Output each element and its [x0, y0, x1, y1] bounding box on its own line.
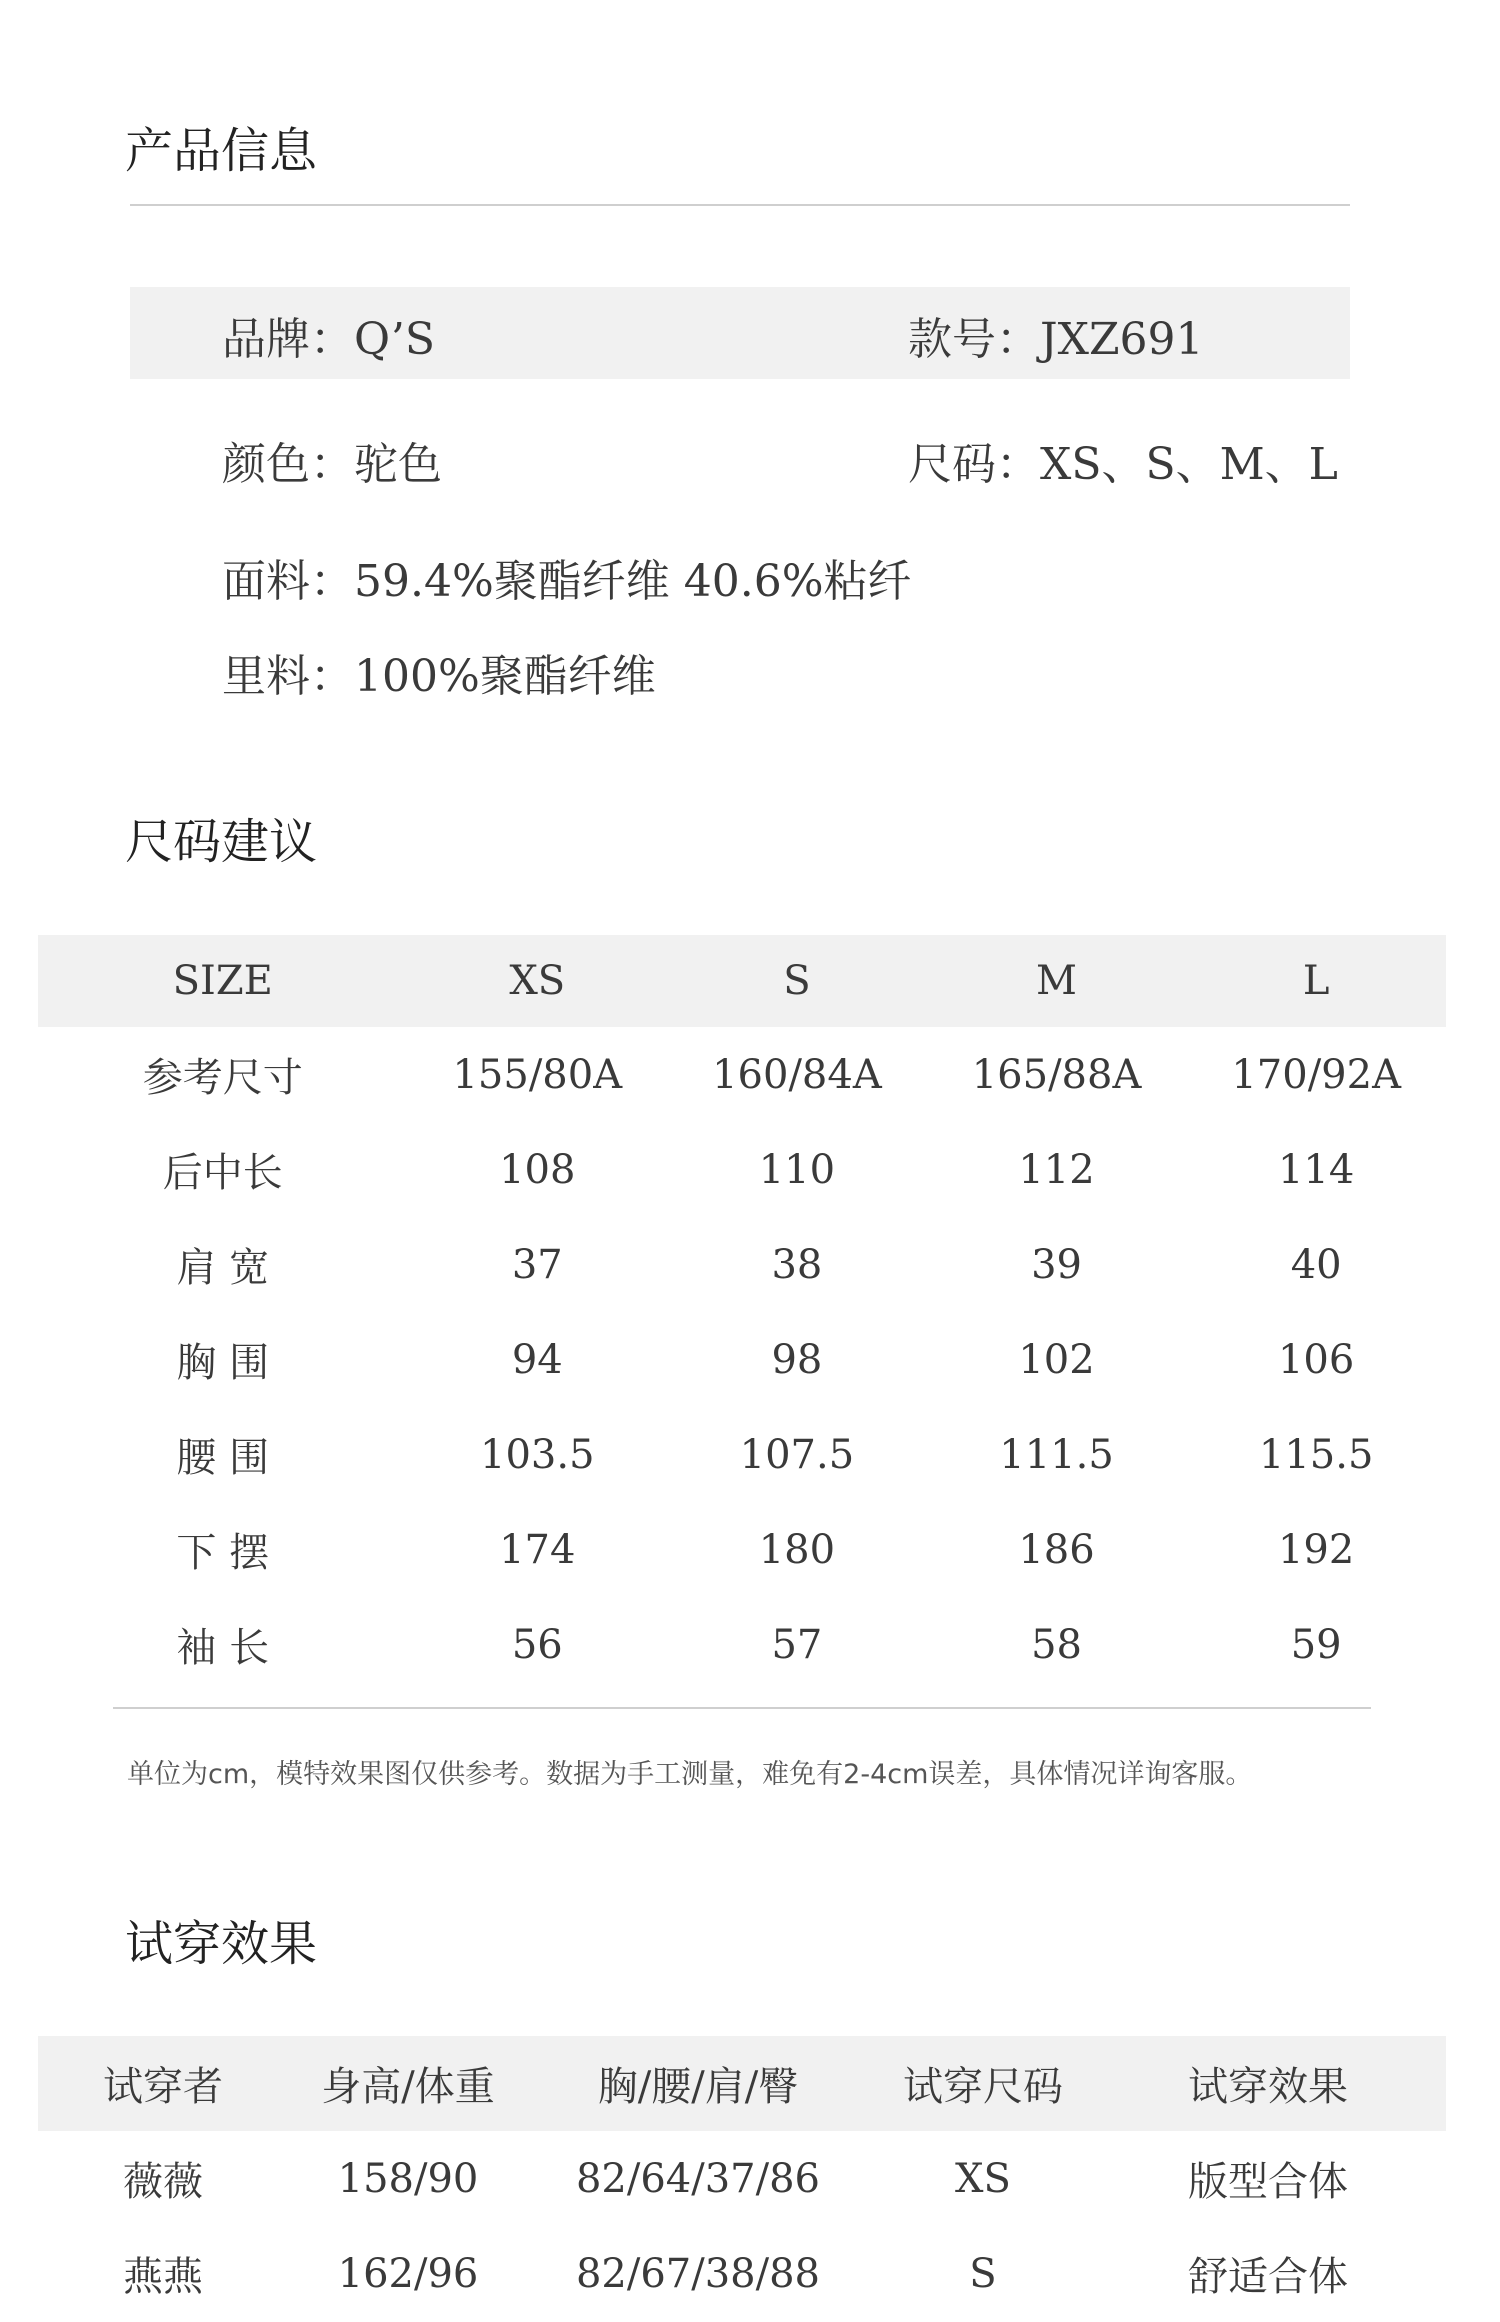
table-cell: 174 [499, 1526, 576, 1573]
brand-text: 品牌：Q’S [222, 314, 436, 365]
product-info-divider [130, 204, 1350, 206]
table-row [38, 2226, 1446, 2321]
table-cell: XS [955, 2155, 1011, 2202]
try-on-header [38, 2036, 1446, 2131]
header-cell: 胸/腰/肩/臀 [597, 2064, 799, 2110]
row-label: 肩 宽 [176, 1245, 270, 1291]
table-row [38, 1217, 1446, 1312]
table-cell: 59 [1290, 1621, 1342, 1668]
header-cell: XS [509, 958, 566, 1004]
row-label: 腰 围 [176, 1435, 270, 1481]
table-row [38, 1597, 1446, 1692]
row-label: 后中长 [162, 1150, 283, 1196]
table-cell: 舒适合体 [1188, 2254, 1348, 2300]
table-row [38, 1407, 1446, 1502]
table-cell: 155/80A [452, 1051, 623, 1098]
header-cell: 试穿效果 [1188, 2064, 1348, 2110]
tester-name: 薇薇 [123, 2159, 203, 2205]
color-text: 颜色：驼色 [222, 439, 442, 490]
row-label: 参考尺寸 [142, 1055, 303, 1101]
model-text: 款号：JXZ691 [908, 314, 1204, 365]
table-cell: 110 [758, 1146, 836, 1193]
table-cell: 103.5 [480, 1431, 595, 1478]
table-row [38, 1122, 1446, 1217]
table-row [38, 1027, 1446, 1122]
header-cell: 试穿尺码 [903, 2064, 1063, 2110]
header-cell: SIZE [172, 958, 273, 1004]
table-cell: 106 [1277, 1336, 1355, 1383]
table-cell: 40 [1290, 1241, 1342, 1288]
table-cell: 165/88A [971, 1051, 1142, 1098]
table-cell: 115.5 [1258, 1431, 1374, 1478]
product-info-title: 产品信息 [125, 123, 318, 179]
table-row [38, 1502, 1446, 1597]
table-row [38, 2131, 1446, 2226]
table-cell: 82/64/37/86 [575, 2155, 821, 2202]
table-cell: S [969, 2250, 997, 2297]
table-cell: 82/67/38/88 [575, 2250, 821, 2297]
table-cell: 37 [511, 1241, 563, 1288]
header-cell: 身高/体重 [321, 2064, 495, 2110]
table-cell: 版型合体 [1188, 2159, 1348, 2205]
table-cell: 114 [1277, 1146, 1355, 1193]
table-cell: 38 [771, 1241, 823, 1288]
size-table-header [38, 935, 1446, 1027]
size-table [38, 935, 1446, 1692]
table-cell: 94 [511, 1336, 563, 1383]
table-cell: 107.5 [739, 1431, 855, 1478]
table-cell: 102 [1018, 1336, 1095, 1383]
try-on-title: 试穿效果 [125, 1916, 318, 1972]
table-cell: 192 [1277, 1526, 1355, 1573]
tester-name: 燕燕 [123, 2254, 203, 2300]
table-cell: 111.5 [999, 1431, 1114, 1478]
fabric-text: 面料：59.4%聚酯纤维 40.6%粘纤 [222, 556, 912, 607]
header-cell: M [1036, 958, 1078, 1004]
table-cell: 56 [511, 1621, 563, 1668]
table-cell: 160/84A [712, 1051, 882, 1098]
table-row [38, 1312, 1446, 1407]
header-cell: S [783, 958, 811, 1004]
table-cell: 58 [1031, 1621, 1082, 1668]
table-cell: 158/90 [337, 2155, 479, 2202]
table-cell: 57 [771, 1621, 823, 1668]
table-cell: 112 [1018, 1146, 1095, 1193]
header-cell: 试穿者 [103, 2064, 223, 2110]
size-guide-title: 尺码建议 [125, 814, 318, 870]
row-label: 胸 围 [176, 1340, 270, 1386]
measurement-note: 单位为cm，模特效果图仅供参考。数据为手工测量，难免有2-4cm误差，具体情况详询客服。 [127, 1759, 1253, 1790]
table-cell: 170/92A [1231, 1051, 1401, 1098]
size-table-divider [113, 1707, 1371, 1709]
table-cell: 98 [771, 1336, 823, 1383]
sizes-text: 尺码：XS、S、M、L [908, 439, 1338, 490]
lining-text: 里料：100%聚酯纤维 [222, 651, 656, 702]
table-cell: 39 [1031, 1241, 1082, 1288]
table-cell: 108 [499, 1146, 576, 1193]
header-cell: L [1302, 958, 1330, 1004]
table-cell: 162/96 [337, 2250, 479, 2297]
row-label: 袖 长 [176, 1625, 270, 1671]
row-label: 下 摆 [176, 1530, 270, 1576]
table-cell: 180 [758, 1526, 836, 1573]
try-on-table [38, 2036, 1446, 2321]
table-cell: 186 [1018, 1526, 1095, 1573]
